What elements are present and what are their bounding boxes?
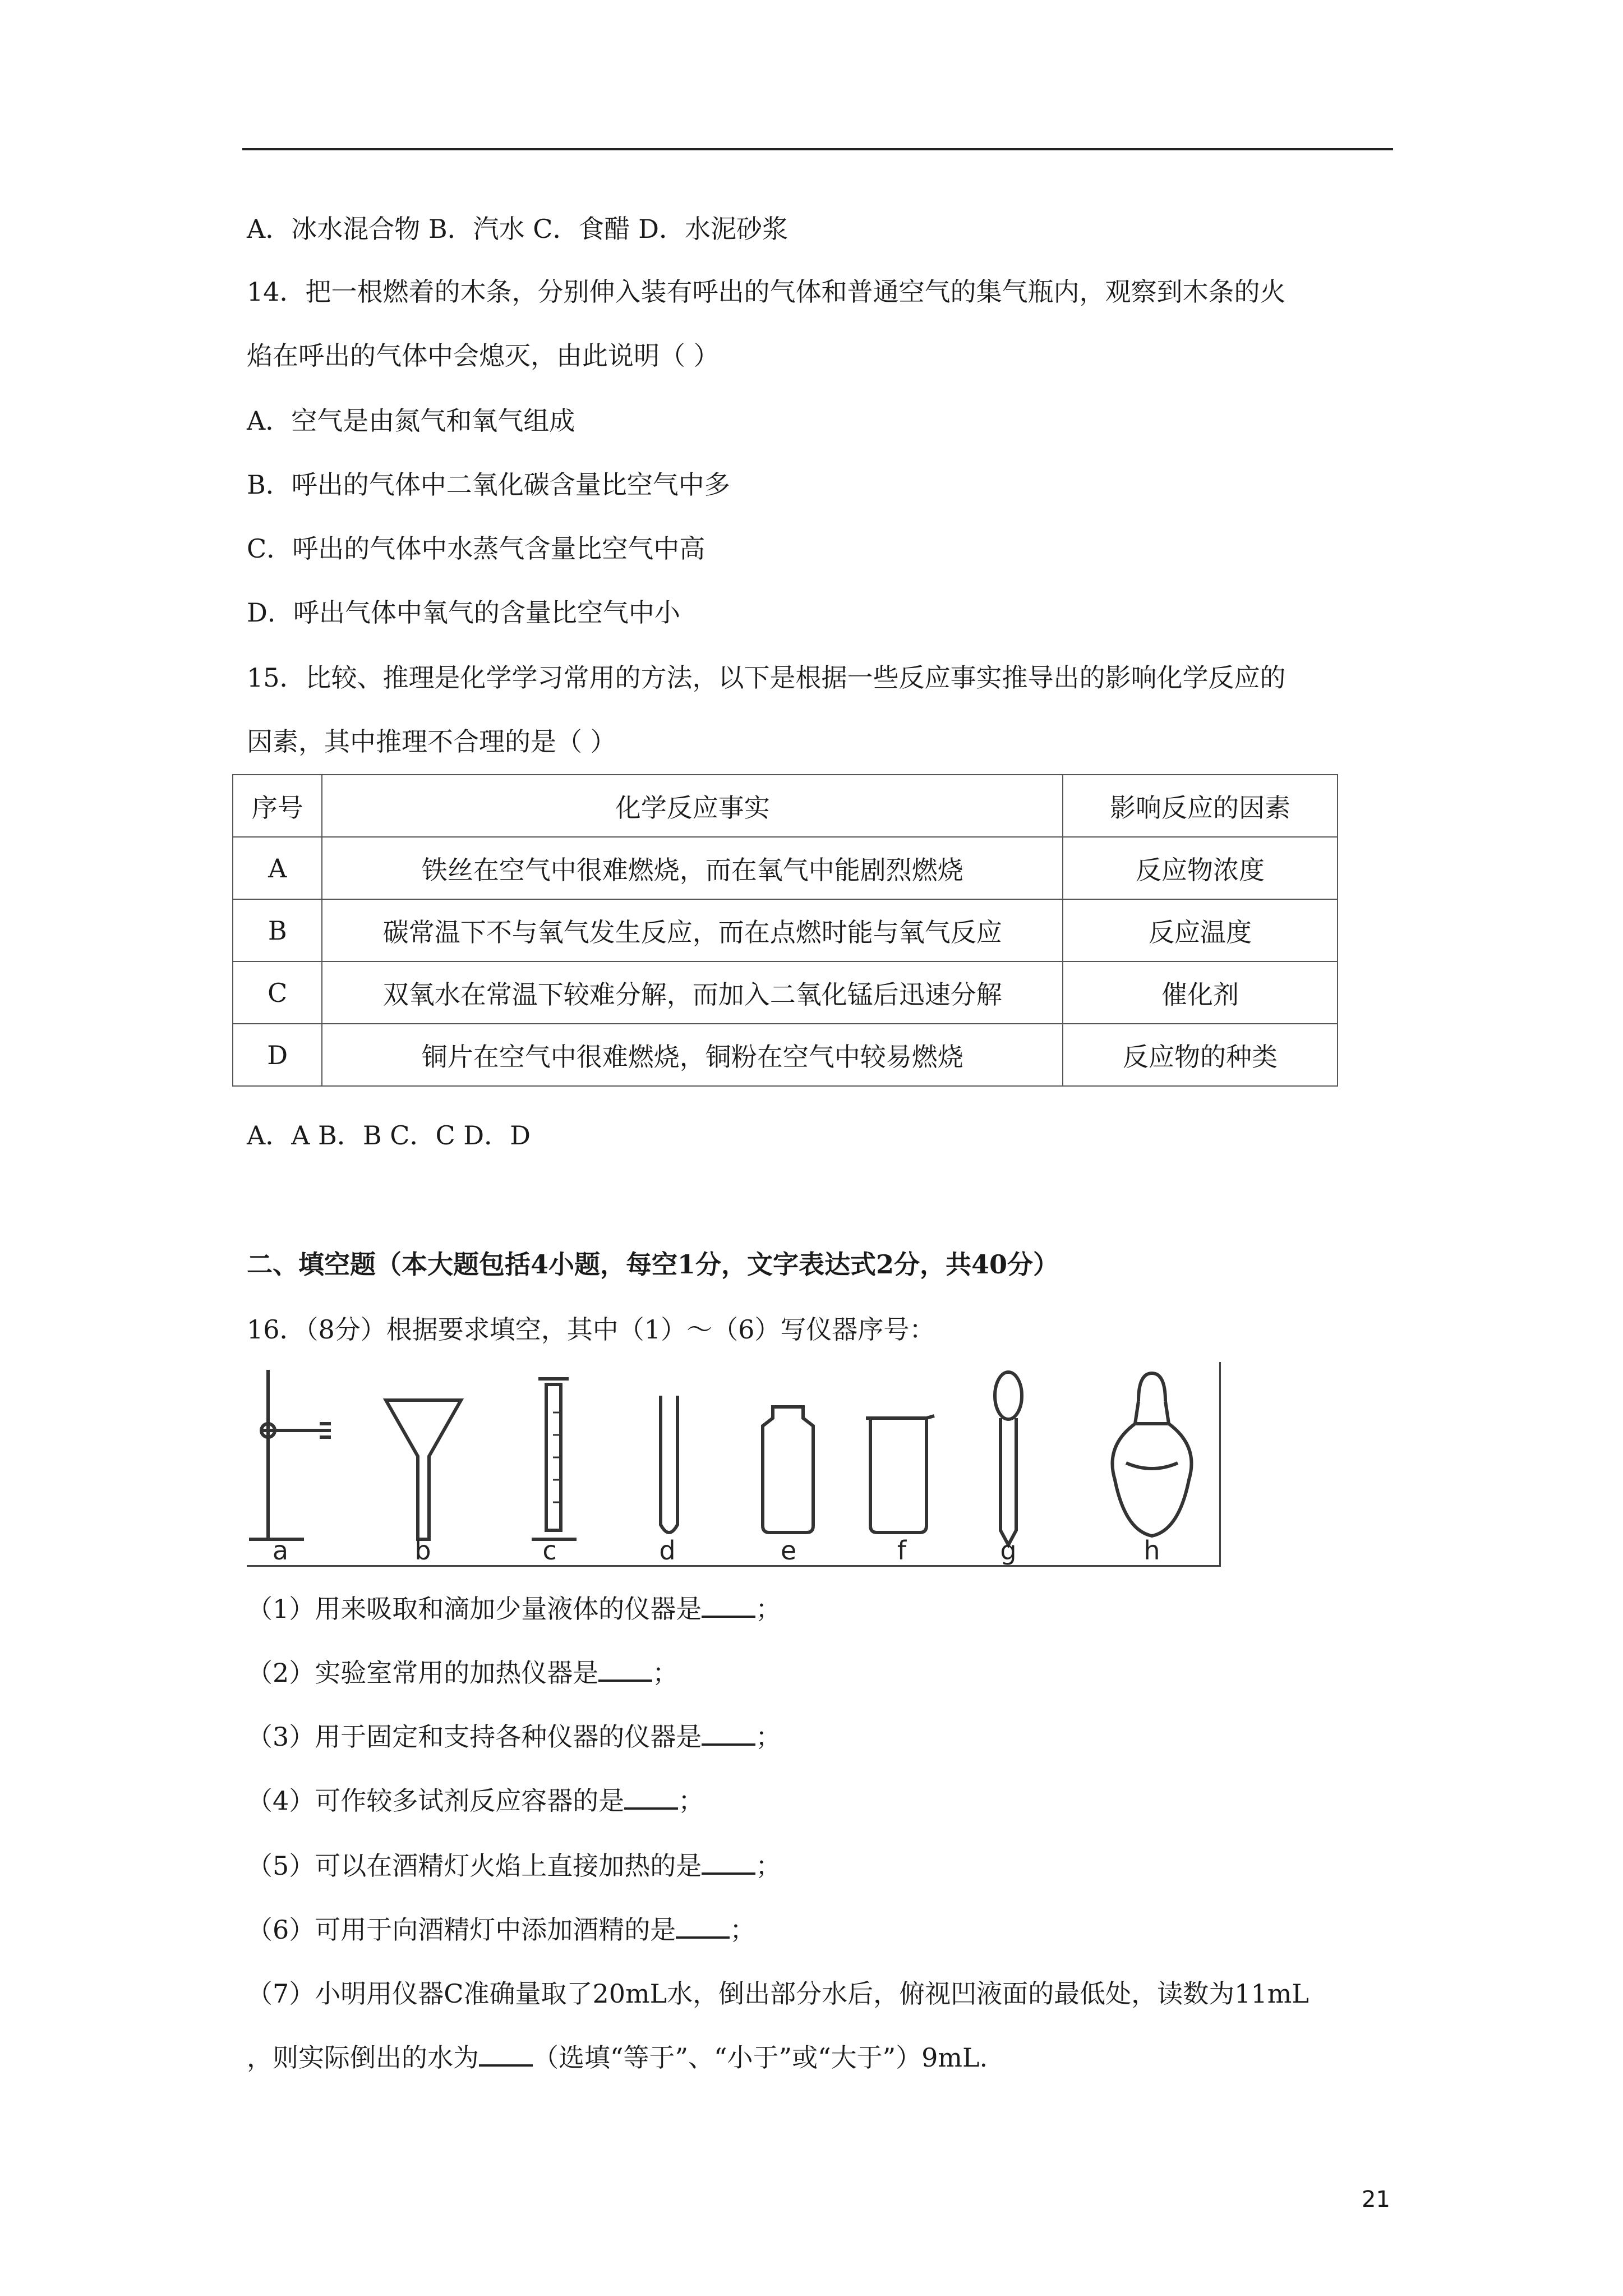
page-number: 21 — [1362, 2187, 1390, 2212]
section2-title: 二、填空题（本大题包括4小题，每空1分，文字表达式2分，共40分） — [247, 1249, 1059, 1280]
q14-option-d: D．呼出气体中氧气的含量比空气中小 — [247, 597, 680, 628]
q15-table — [232, 774, 1338, 1087]
beaker-icon — [866, 1416, 934, 1533]
table-cell: A — [233, 837, 322, 899]
table-header-row — [233, 775, 1338, 837]
q14-stem-line2: 焰在呼出的气体中会熄灭，由此说明（ ） — [247, 341, 720, 371]
q16-item-4: （4）可作较多试剂反应容器的是 ； — [247, 1786, 704, 1816]
table-header-cell: 影响反应的因素 — [1063, 775, 1338, 837]
reagent-bottle-icon — [763, 1407, 813, 1533]
table-header-cell: 化学反应事实 — [322, 775, 1062, 837]
table-cell: 铁丝在空气中很难燃烧，而在氧气中能剧烈燃烧 — [322, 837, 1062, 899]
figure-label: b — [414, 1535, 431, 1565]
table-header-cell: 序号 — [233, 775, 322, 837]
q16-item-2: （2）实验室常用的加热仪器是 ； — [247, 1658, 679, 1688]
q16-item-7-line1: （7）小明用仪器C准确量取了20mL水，倒出部分水后，俯视凹液面的最低处，读数为11mL — [247, 1978, 1309, 2009]
lab-apparatus-figure — [247, 1362, 1221, 1567]
q13-options: A．冰水混合物 B．汽水 C．食醋 D．水泥砂浆 — [247, 214, 788, 244]
figure-label: h — [1144, 1535, 1160, 1565]
table-row — [233, 1024, 1338, 1086]
q14-option-b: B．呼出的气体中二氧化碳含量比空气中多 — [247, 470, 730, 500]
table-cell: C — [233, 961, 322, 1024]
figure-label: g — [1000, 1535, 1017, 1565]
header-rule — [242, 148, 1393, 150]
figure-label: c — [542, 1535, 557, 1565]
figure-label: d — [659, 1535, 676, 1565]
table-cell: D — [233, 1024, 322, 1086]
dropper-icon — [995, 1372, 1022, 1545]
funnel-icon — [386, 1400, 461, 1539]
table-row — [233, 961, 1338, 1024]
answer-blank[interactable] — [702, 1593, 755, 1618]
answer-blank[interactable] — [676, 1914, 730, 1939]
q16-item-6: （6）可用于向酒精灯中添加酒精的是 ； — [247, 1915, 756, 1945]
q16-item-5: （5）可以在酒精灯火焰上直接加热的是 ； — [247, 1851, 782, 1881]
table-row — [233, 837, 1338, 899]
answer-blank[interactable] — [702, 1850, 755, 1875]
graduated-cylinder-icon — [532, 1379, 577, 1539]
answer-blank[interactable] — [598, 1657, 652, 1682]
table-cell: 碳常温下不与氧气发生反应，而在点燃时能与氧气反应 — [322, 899, 1062, 961]
q16-stem: 16．（8分）根据要求填空，其中（1）～（6）写仪器序号： — [247, 1314, 935, 1345]
table-cell: 催化剂 — [1063, 961, 1338, 1024]
table-cell: 反应物浓度 — [1063, 837, 1338, 899]
alcohol-lamp-icon — [1113, 1373, 1192, 1536]
answer-blank[interactable] — [702, 1721, 755, 1746]
table-row — [233, 899, 1338, 961]
iron-stand-icon — [249, 1370, 331, 1539]
q16-item-1: （1）用来吸取和滴加少量液体的仪器是 ； — [247, 1594, 782, 1624]
figure-label: e — [780, 1535, 797, 1565]
q16-item-3: （3）用于固定和支持各种仪器的仪器是 ； — [247, 1722, 782, 1752]
q14-option-a: A．空气是由氮气和氧气组成 — [247, 406, 575, 436]
q16-item-7-line2: ，则实际倒出的水为 （选填“等于”、“小于”或“大于”）9mL. — [247, 2042, 988, 2073]
answer-blank[interactable] — [624, 1785, 678, 1810]
q15-options: A．A B．B C．C D．D — [247, 1120, 531, 1151]
q14-option-c: C．呼出的气体中水蒸气含量比空气中高 — [247, 533, 706, 564]
q15-stem-line1: 15．比较、推理是化学学习常用的方法，以下是根据一些反应事实推导出的影响化学反应的 — [247, 662, 1286, 693]
figure-label: a — [272, 1535, 289, 1565]
answer-blank[interactable] — [479, 2042, 533, 2067]
table-cell: 双氧水在常温下较难分解，而加入二氧化锰后迅速分解 — [322, 961, 1062, 1024]
table-cell: B — [233, 899, 322, 961]
q15-stem-line2: 因素，其中推理不合理的是（ ） — [247, 726, 616, 757]
figure-label: f — [897, 1535, 907, 1565]
table-cell: 反应物的种类 — [1063, 1024, 1338, 1086]
table-cell: 铜片在空气中很难燃烧，铜粉在空气中较易燃烧 — [322, 1024, 1062, 1086]
test-tube-icon — [661, 1396, 677, 1533]
q14-stem-line1: 14．把一根燃着的木条，分别伸入装有呼出的气体和普通空气的集气瓶内，观察到木条的火 — [247, 277, 1286, 307]
table-cell: 反应温度 — [1063, 899, 1338, 961]
